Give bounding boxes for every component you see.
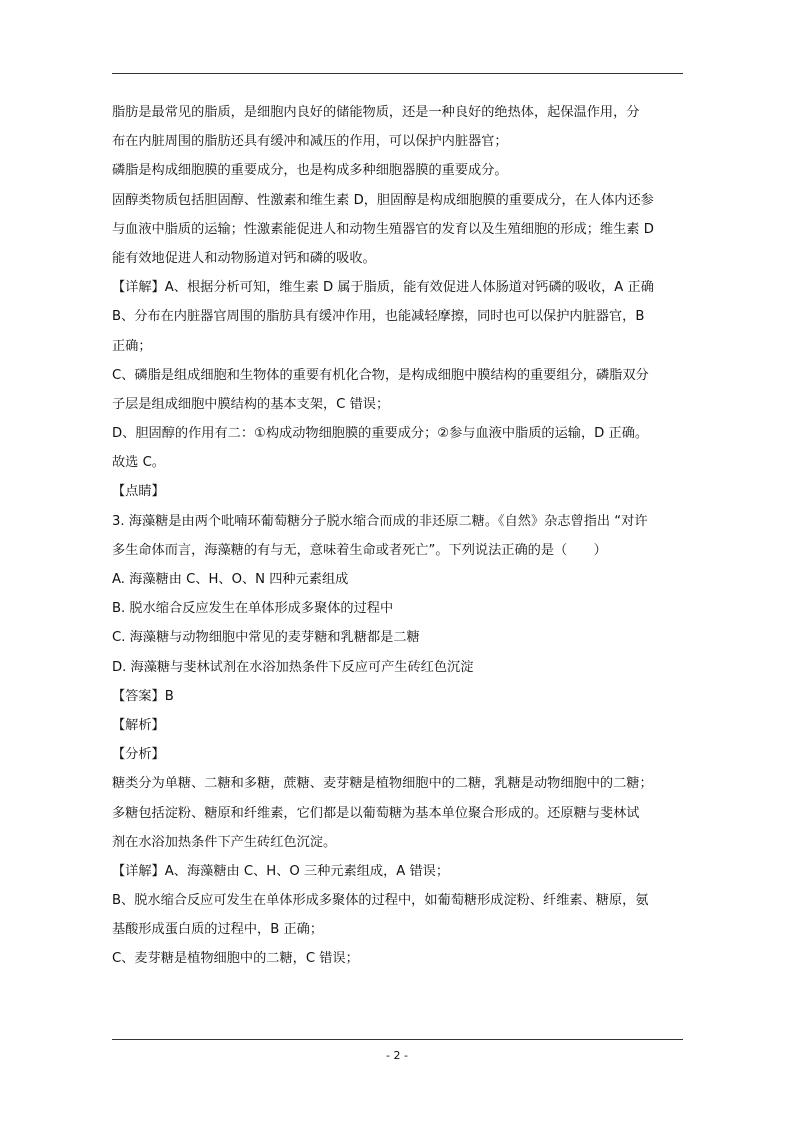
- text-line: B、脱水缩合反应可发生在单体形成多聚体的过程中，如葡萄糖形成淀粉、纤维素、糖原，氨: [112, 893, 649, 909]
- question-stem: 多生命体而言，海藻糖的有与无，意味着生命或者死亡”。下列说法正确的是（ ）: [112, 542, 607, 558]
- text-line: C、麦芽糖是植物细胞中的二糖，C 错误；: [112, 951, 359, 967]
- page-number: - 2 -: [386, 1049, 408, 1062]
- text-line: 故选 C。: [112, 455, 165, 471]
- text-line: 脂肪是最常见的脂质，是细胞内良好的储能物质，还是一种良好的绝热体，起保温作用，分: [112, 105, 640, 120]
- header-rule: [112, 73, 683, 74]
- text-line: C、磷脂是组成细胞和生物体的重要有机化合物，是构成细胞中膜结构的重要组分，磷脂双分: [112, 367, 649, 383]
- answer-line: 【答案】B: [112, 688, 174, 704]
- text-line: 基酸形成蛋白质的过程中，B 正确；: [112, 922, 324, 938]
- text-line: 布在内脏周围的脂肪还具有缓冲和减压的作用，可以保护内脏器官；: [112, 134, 508, 150]
- footer-rule: [112, 1039, 683, 1040]
- detail-heading-line: 【详解】A、根据分析可知，维生素 D 属于脂质，能有效促进人体肠道对钙磷的吸收，A 正确: [112, 280, 654, 296]
- text-line: B、分布在内脏器官周围的脂肪具有缓冲作用，也能减轻摩擦，同时也可以保护内脏器官，B: [112, 309, 645, 325]
- option-b: B. 脱水缩合反应发生在单体形成多聚体的过程中: [112, 601, 394, 617]
- text-line: 子层是组成细胞中膜结构的基本支架，C 错误；: [112, 396, 390, 412]
- section-heading: 【分析】: [112, 747, 165, 763]
- text-line: 多糖包括淀粉、糖原和纤维素，它们都是以葡萄糖为基本单位聚合形成的。还原糖与斐林试: [112, 805, 640, 821]
- text-line: 正确；: [112, 338, 152, 354]
- document-body: [112, 98, 687, 974]
- text-line: 剂在水浴加热条件下产生砖红色沉淀。: [112, 834, 337, 850]
- text-line: D、胆固醇的作用有二：①构成动物细胞膜的重要成分；②参与血液中脂质的运输，D 正确。: [112, 426, 649, 442]
- detail-heading-line: 【详解】A、海藻糖由 C、H、O 三种元素组成，A 错误；: [112, 863, 450, 879]
- option-a: A. 海藻糖由 C、H、O、N 四种元素组成: [112, 572, 349, 587]
- text-line: 糖类分为单糖、二糖和多糖，蔗糖、麦芽糖是植物细胞中的二糖，乳糖是动物细胞中的二糖；: [112, 776, 653, 792]
- text-line: 磷脂是构成细胞膜的重要成分，也是构成多种细胞器膜的重要成分。: [112, 163, 508, 179]
- text-line: 能有效地促进人和动物肠道对钙和磷的吸收。: [112, 250, 376, 266]
- text-line: 与血液中脂质的运输；性激素能促进人和动物生殖器官的发育以及生殖细胞的形成；维生素 D: [112, 221, 654, 237]
- section-heading: 【解析】: [112, 717, 165, 733]
- option-c: C. 海藻糖与动物细胞中常见的麦芽糖和乳糖都是二糖: [112, 630, 420, 646]
- option-d: D. 海藻糖与斐林试剂在水浴加热条件下反应可产生砖红色沉淀: [112, 659, 474, 675]
- section-heading: 【点睛】: [112, 484, 165, 500]
- text-line: 固醇类物质包括胆固醇、性激素和维生素 D，胆固醇是构成细胞膜的重要成分，在人体内还参: [112, 192, 654, 208]
- question-stem: 3. 海藻糖是由两个吡喃环葡萄糖分子脱水缩合而成的非还原二糖。《自然》杂志曾指出 “对许: [112, 513, 648, 529]
